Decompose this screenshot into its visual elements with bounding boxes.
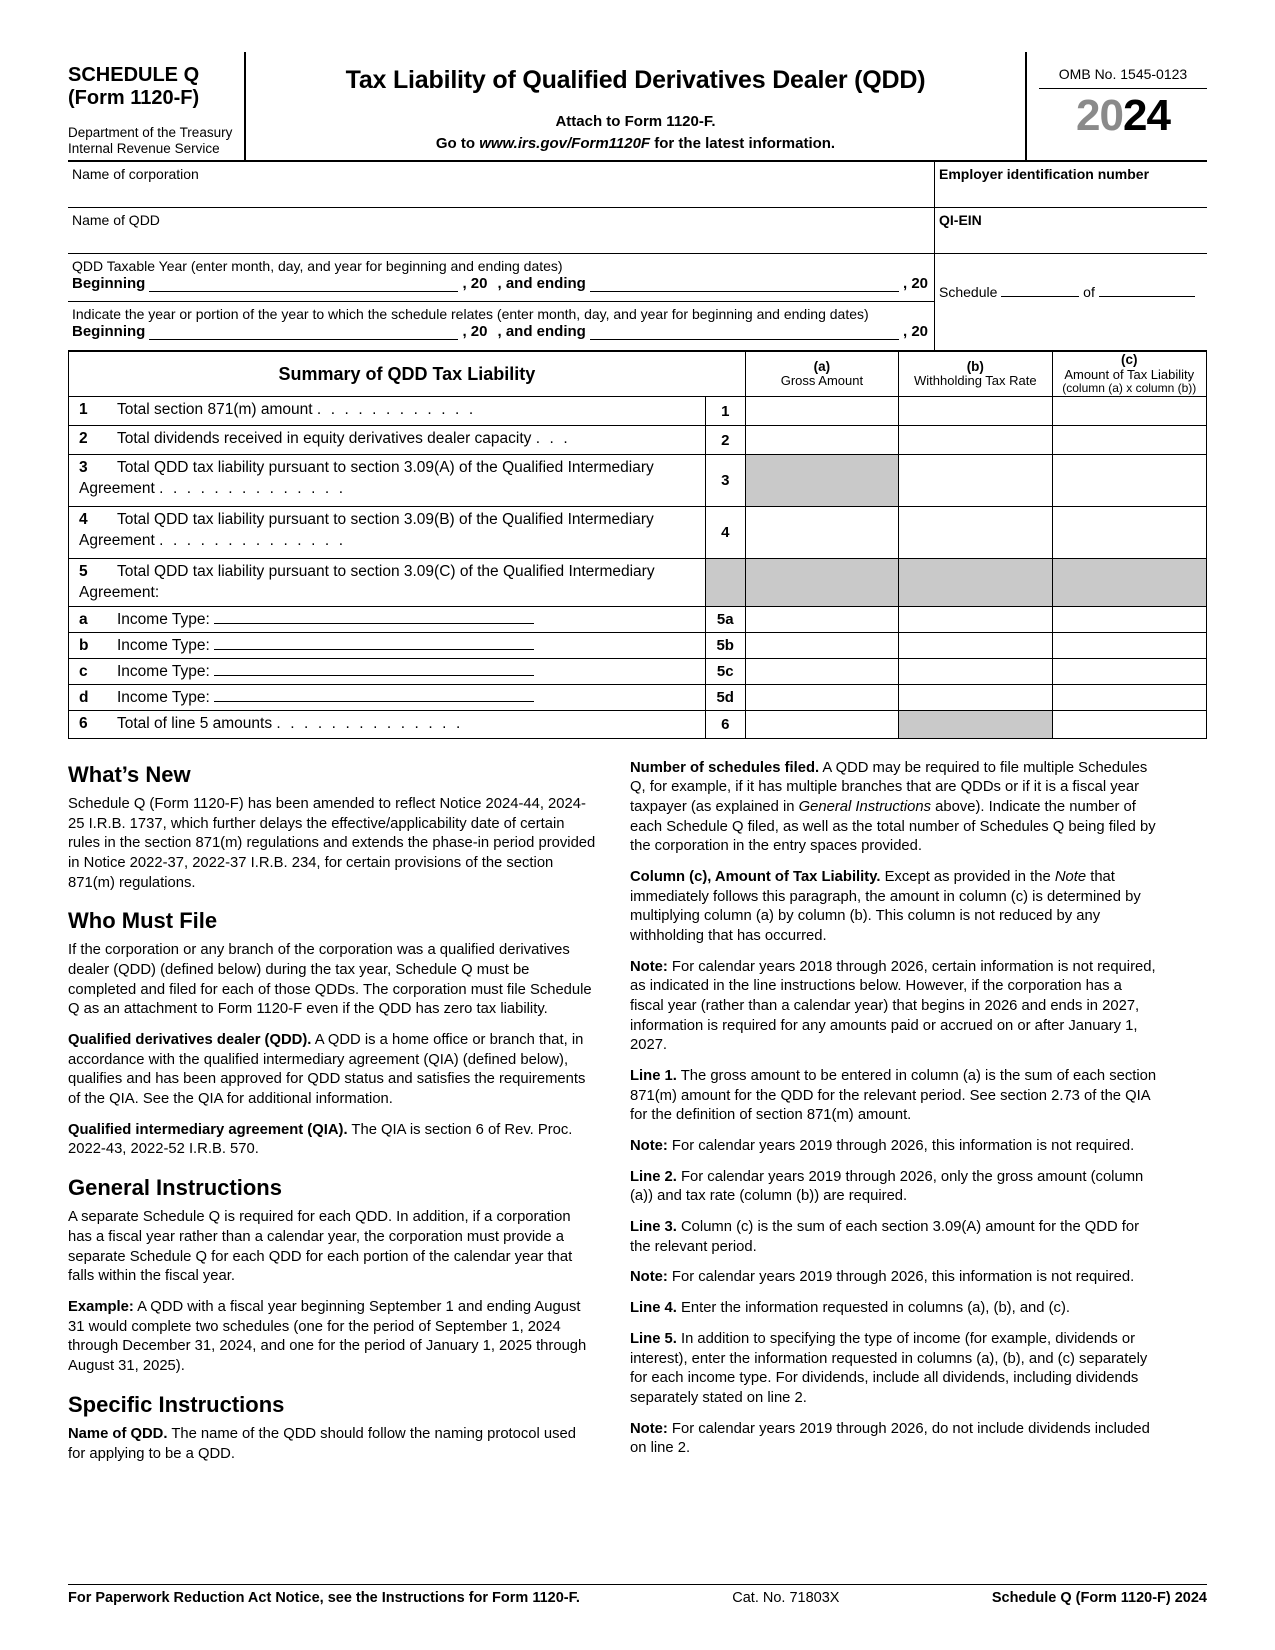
row-5a-letter: a <box>79 611 88 629</box>
row-4-dots: . . . . . . . . . . . . . . <box>159 531 346 549</box>
schedule-count-field <box>935 254 1207 350</box>
row-4-col-a[interactable] <box>745 507 898 559</box>
column-b-header <box>899 352 1052 397</box>
row-5a-line-number: 5a <box>705 607 745 633</box>
instruction-paragraph: Line 4. Enter the information requested in columns (a), (b), and (c). <box>630 1300 1070 1317</box>
instruction-paragraph: If the corporation or any branch of the corporation was a qualified derivatives dealer (QDD) (defined below) during the tax year, Schedule Q must be completed and filed for each of those QDDs. The corporation must file Schedule Q as an attachment to Form 1120-F even if the QDD has zero tax liability. <box>68 942 592 1018</box>
row-4-col-b[interactable] <box>899 507 1052 559</box>
tax-year-prefix: 20 <box>1076 91 1123 140</box>
paperwork-notice: For Paperwork Reduction Act Notice, see the Instructions for Form 1120-F. <box>68 1590 580 1606</box>
row-1-line-number: 1 <box>705 397 745 426</box>
goto-prefix: Go to <box>435 135 480 152</box>
instruction-paragraph: Note: For calendar years 2019 through 2026, this information is not required. <box>630 1269 1135 1286</box>
instruction-paragraph: Note: For calendar years 2019 through 2026, this information is not required. <box>630 1138 1135 1155</box>
column-a-header <box>745 352 898 397</box>
table-row <box>69 507 1207 559</box>
row-1-col-c[interactable] <box>1052 397 1206 426</box>
of-word-label: of <box>1083 284 1095 300</box>
department-line-2: Internal Revenue Service <box>68 141 220 157</box>
ending-input-2[interactable] <box>590 326 899 340</box>
instructions-columns <box>68 759 1207 1476</box>
column-a-label: Gross Amount <box>780 373 864 389</box>
row-3-number: 3 <box>79 459 88 477</box>
qi-ein-label: QI-EIN <box>939 212 982 228</box>
form-title: Tax Liability of Qualified Derivatives Dealer (QDD) <box>345 66 926 94</box>
row-5a-col-a[interactable] <box>745 607 898 633</box>
row-3-text: Total QDD tax liability pursuant to section 3.09(A) of the Qualified Intermediary Agreement <box>79 459 654 497</box>
row-taxable-year <box>68 254 1207 350</box>
table-row <box>69 397 1207 426</box>
beginning-input-1[interactable] <box>149 278 458 292</box>
row-4-text: Total QDD tax liability pursuant to section 3.09(B) of the Qualified Intermediary Agreement <box>79 511 654 549</box>
row-3-description <box>69 455 706 507</box>
row-5b-line-number: 5b <box>705 633 745 659</box>
instruction-paragraph: Line 3. Column (c) is the sum of each section 3.09(A) amount for the QDD for the relevant period. <box>630 1219 1140 1255</box>
header-left <box>68 52 246 160</box>
row-4-number: 4 <box>79 511 88 529</box>
row-3-dots: . . . . . . . . . . . . . . <box>159 479 346 497</box>
column-c-sublabel: (column (a) x column (b)) <box>1062 381 1197 396</box>
row-5c-col-c[interactable] <box>1052 659 1206 685</box>
row-6-description <box>69 711 706 738</box>
table-row <box>69 633 1207 659</box>
row-5c-col-b[interactable] <box>899 659 1052 685</box>
row-5d-description <box>69 685 706 711</box>
attach-note: Attach to Form 1120-F. <box>555 113 716 130</box>
instruction-paragraph: Line 5. In addition to specifying the type of income (for example, dividends or interest), enter the information requested in columns (a), (b), and (c) separately for each income type. For dividends, include all dividends, including dividends separately stated on line 2. <box>630 1330 1148 1406</box>
row-5c-col-a[interactable] <box>745 659 898 685</box>
form-number-label: (Form 1120-F) <box>68 87 200 109</box>
schedule-relates-group <box>68 302 934 350</box>
form-header <box>68 52 1207 162</box>
ending-label-1: , and ending <box>497 275 586 292</box>
beginning-input-2[interactable] <box>149 326 458 340</box>
qdd-taxable-year-inputs <box>72 275 928 292</box>
row-5-col-c <box>1052 559 1206 607</box>
schedule-word-label: Schedule <box>939 284 998 300</box>
row-5a-text: Income Type: <box>117 611 210 629</box>
row-5b-col-c[interactable] <box>1052 633 1206 659</box>
row-3-col-b[interactable] <box>899 455 1052 507</box>
row-1-col-b[interactable] <box>899 397 1052 426</box>
summary-title: Summary of QDD Tax Liability <box>69 352 746 397</box>
row-3-col-c[interactable] <box>1052 455 1206 507</box>
row-2-col-a[interactable] <box>745 426 898 455</box>
taxable-year-cell <box>68 254 935 350</box>
row-5b-col-b[interactable] <box>899 633 1052 659</box>
qdd-name-field[interactable] <box>68 208 935 253</box>
row-2-number: 2 <box>79 430 88 448</box>
row-5b-text: Income Type: <box>117 637 210 655</box>
row-1-description <box>69 397 706 426</box>
column-a-letter: (a) <box>813 358 831 374</box>
row-5d-text: Income Type: <box>117 689 210 707</box>
row-5b-description <box>69 633 706 659</box>
row-5a-income-type-input[interactable] <box>214 609 534 624</box>
row-4-line-number: 4 <box>705 507 745 559</box>
row-6-dots: . . . . . . . . . . . . . . <box>276 715 463 733</box>
qdd-name-label: Name of QDD <box>72 212 160 228</box>
instruction-paragraph: Name of QDD. The name of the QDD should follow the naming protocol used for applying to be a QDD. <box>68 1425 577 1462</box>
schedule-relates-inputs <box>72 323 928 340</box>
column-b-label: Withholding Tax Rate <box>914 373 1037 389</box>
goto-suffix: for the latest information. <box>650 135 836 152</box>
row-1-text: Total section 871(m) amount <box>117 401 313 419</box>
row-5a-col-b[interactable] <box>899 607 1052 633</box>
row-4-description <box>69 507 706 559</box>
ending-input-1[interactable] <box>590 278 899 292</box>
department-block <box>68 125 238 158</box>
instruction-paragraph: Qualified intermediary agreement (QIA). The QIA is section 6 of Rev. Proc. 2022-43, 2022-52 I.R.B. 570. <box>68 1121 573 1158</box>
row-3-line-number: 3 <box>705 455 745 507</box>
row-corporation-name <box>68 162 1207 208</box>
row-2-dots: . . . <box>535 430 571 448</box>
row-6-text: Total of line 5 amounts <box>117 715 273 733</box>
schedule-count-line <box>939 284 1201 300</box>
row-5d-letter: d <box>79 689 89 707</box>
row-5d-line-number: 5d <box>705 685 745 711</box>
schedule-number-input[interactable] <box>1001 284 1079 297</box>
department-line-1: Department of the Treasury <box>68 125 233 140</box>
instructions-left-column <box>68 759 596 1476</box>
row-6-col-c[interactable] <box>1052 711 1206 738</box>
tax-year-suffix: 24 <box>1123 91 1170 140</box>
beginning-year-2: , 20 <box>462 323 488 340</box>
instruction-paragraph: Note: For calendar years 2018 through 2026, certain information is not required, as indicated in the line instructions below. However, if the corporation has a fiscal year (rather than a calendar year) that begins in 2026 and ends in 2027, information is required for any amounts paid or accrued on or after January 1, 2027. <box>630 958 1156 1054</box>
row-5a-col-c[interactable] <box>1052 607 1206 633</box>
row-5-col-b <box>899 559 1052 607</box>
schedule-total-input[interactable] <box>1099 284 1195 297</box>
row-2-col-c[interactable] <box>1052 426 1206 455</box>
row-5-text: Total QDD tax liability pursuant to section 3.09(C) of the Qualified Intermediary Agreement: <box>79 563 655 601</box>
column-b-letter: (b) <box>966 358 984 374</box>
row-5c-text: Income Type: <box>117 663 210 681</box>
beginning-label-1: Beginning <box>72 275 146 292</box>
instruction-paragraph: Column (c), Amount of Tax Liability. Except as provided in the Note that immediately follows this paragraph, the amount in column (c) is determined by multiplying column (a) by column (b). This column is not reduced by any withholding that has occurred. <box>630 869 1141 945</box>
instruction-heading: Who Must File <box>68 908 218 934</box>
instruction-heading: Specific Instructions <box>68 1391 285 1417</box>
table-row <box>69 559 1207 607</box>
instruction-heading: General Instructions <box>68 1175 282 1201</box>
row-5c-income-type-input[interactable] <box>214 661 534 676</box>
instruction-paragraph: Line 1. The gross amount to be entered in column (a) is the sum of each section 871(m) amount for the QDD for the relevant period. See section 2.73 of the QIA for the definition of section 871(m) amount. <box>630 1068 1157 1124</box>
qdd-taxable-year-group <box>68 254 934 302</box>
website-note <box>246 135 1025 152</box>
row-6-number: 6 <box>79 715 88 733</box>
ending-year-2: , 20 <box>902 323 929 340</box>
form-identifier: Schedule Q (Form 1120-F) 2024 <box>991 1590 1207 1606</box>
row-5-col-a <box>745 559 898 607</box>
row-5c-description <box>69 659 706 685</box>
row-4-col-c[interactable] <box>1052 507 1206 559</box>
row-5a-description <box>69 607 706 633</box>
header-center <box>246 52 1025 160</box>
beginning-label-2: Beginning <box>72 323 146 340</box>
row-2-description <box>69 426 706 455</box>
row-5d-col-a[interactable] <box>745 685 898 711</box>
row-5b-col-a[interactable] <box>745 633 898 659</box>
summary-header-row <box>69 352 1207 397</box>
row-5b-letter: b <box>79 637 89 655</box>
row-5-number: 5 <box>79 563 88 581</box>
qdd-taxable-year-label: QDD Taxable Year (enter month, day, and year for beginning and ending dates) <box>72 258 563 274</box>
instruction-paragraph: Example: A QDD with a fiscal year beginning September 1 and ending August 31 would complete two schedules (one for the period of September 1, 2024 through December 31, 2024, and one for the period of January 1, 2025 through August 31, 2025). <box>68 1299 587 1375</box>
table-row <box>69 455 1207 507</box>
instruction-paragraph: Note: For calendar years 2019 through 2026, do not include dividends included on line 2. <box>630 1420 1150 1457</box>
corporation-name-label: Name of corporation <box>72 166 199 182</box>
row-5b-income-type-input[interactable] <box>214 635 534 650</box>
schedule-label: SCHEDULE Q <box>68 64 200 86</box>
row-2-col-b[interactable] <box>899 426 1052 455</box>
table-row <box>69 426 1207 455</box>
instruction-paragraph: Qualified derivatives dealer (QDD). A QDD is a home office or branch that, in accordance with the qualified intermediary agreement (QIA) (defined below), qualifies and has been approved for QDD status and satisfies the requirements of the QIA. See the QIA for additional information. <box>68 1032 586 1108</box>
row-5d-col-b[interactable] <box>899 685 1052 711</box>
beginning-year-1: , 20 <box>462 275 488 292</box>
row-5-description <box>69 559 706 607</box>
column-c-letter: (c) <box>1121 352 1138 367</box>
omb-number: OMB No. 1545-0123 <box>1039 66 1207 89</box>
instructions-right-column <box>630 759 1158 1476</box>
row-3-col-a <box>745 455 898 507</box>
corporation-name-field[interactable] <box>68 162 935 207</box>
form-footer <box>68 1584 1207 1606</box>
ending-year-1: , 20 <box>902 275 929 292</box>
row-5d-col-c[interactable] <box>1052 685 1206 711</box>
header-right <box>1025 52 1207 160</box>
row-5c-line-number: 5c <box>705 659 745 685</box>
row-5d-income-type-input[interactable] <box>214 687 534 702</box>
summary-table <box>68 351 1207 739</box>
column-c-label: Amount of Tax Liability <box>1064 366 1195 382</box>
catalog-number: Cat. No. 71803X <box>732 1590 840 1606</box>
row-5c-letter: c <box>79 663 88 681</box>
table-row <box>69 607 1207 633</box>
ending-label-2: , and ending <box>497 323 586 340</box>
tax-year <box>1039 91 1207 140</box>
qi-ein-field[interactable] <box>935 208 1207 253</box>
instruction-paragraph: Line 2. For calendar years 2019 through 2026, only the gross amount (column (a)) and tax rate (column (b)) are required. <box>630 1168 1144 1205</box>
row-6-line-number: 6 <box>705 711 745 738</box>
ein-field[interactable] <box>935 162 1207 207</box>
row-2-text: Total dividends received in equity derivatives dealer capacity <box>117 430 532 448</box>
table-row <box>69 711 1207 738</box>
identity-block <box>68 162 1207 351</box>
column-c-header <box>1052 352 1206 397</box>
row-1-number: 1 <box>79 401 88 419</box>
row-6-col-a[interactable] <box>745 711 898 738</box>
instruction-paragraph: Schedule Q (Form 1120-F) has been amended to reflect Notice 2024-44, 2024-25 I.R.B. 1737, which further delays the effective/applicability date of certain rules in the section 871(m) regulations and extends the phase-in period provided in Notice 2022-37, 2022-37 I.R.B. 234, for certain provisions of the section 871(m) regulations. <box>68 795 596 891</box>
instruction-paragraph: A separate Schedule Q is required for each QDD. In addition, if a corporation has a fiscal year rather than a calendar year, the corporation must provide a separate Schedule Q for each QDD for each portion of the calendar year that falls within the fiscal year. <box>68 1209 573 1285</box>
instruction-paragraph: Number of schedules filed. A QDD may be required to file multiple Schedules Q, for example, if it has multiple branches that are QDDs or if it is a fiscal year taxpayer (as explained in General Instructions above). Indicate the number of each Schedule Q filed, as well as the total number of Schedules Q being filed by the corporation in the entry spaces provided. <box>630 759 1156 855</box>
row-5-line-number <box>705 559 745 607</box>
instruction-heading: What’s New <box>68 761 191 787</box>
irs-url[interactable]: www.irs.gov/Form1120F <box>479 135 651 152</box>
row-2-line-number: 2 <box>705 426 745 455</box>
row-qdd-name <box>68 208 1207 254</box>
row-6-col-b <box>899 711 1052 738</box>
schedule-relates-label: Indicate the year or portion of the year to which the schedule relates (enter month, day, and year for beginning and ending dates) <box>72 306 869 322</box>
row-1-col-a[interactable] <box>745 397 898 426</box>
table-row <box>69 685 1207 711</box>
row-1-dots: . . . . . . . . . . . . <box>316 401 476 419</box>
table-row <box>69 659 1207 685</box>
ein-label: Employer identification number <box>939 166 1150 182</box>
